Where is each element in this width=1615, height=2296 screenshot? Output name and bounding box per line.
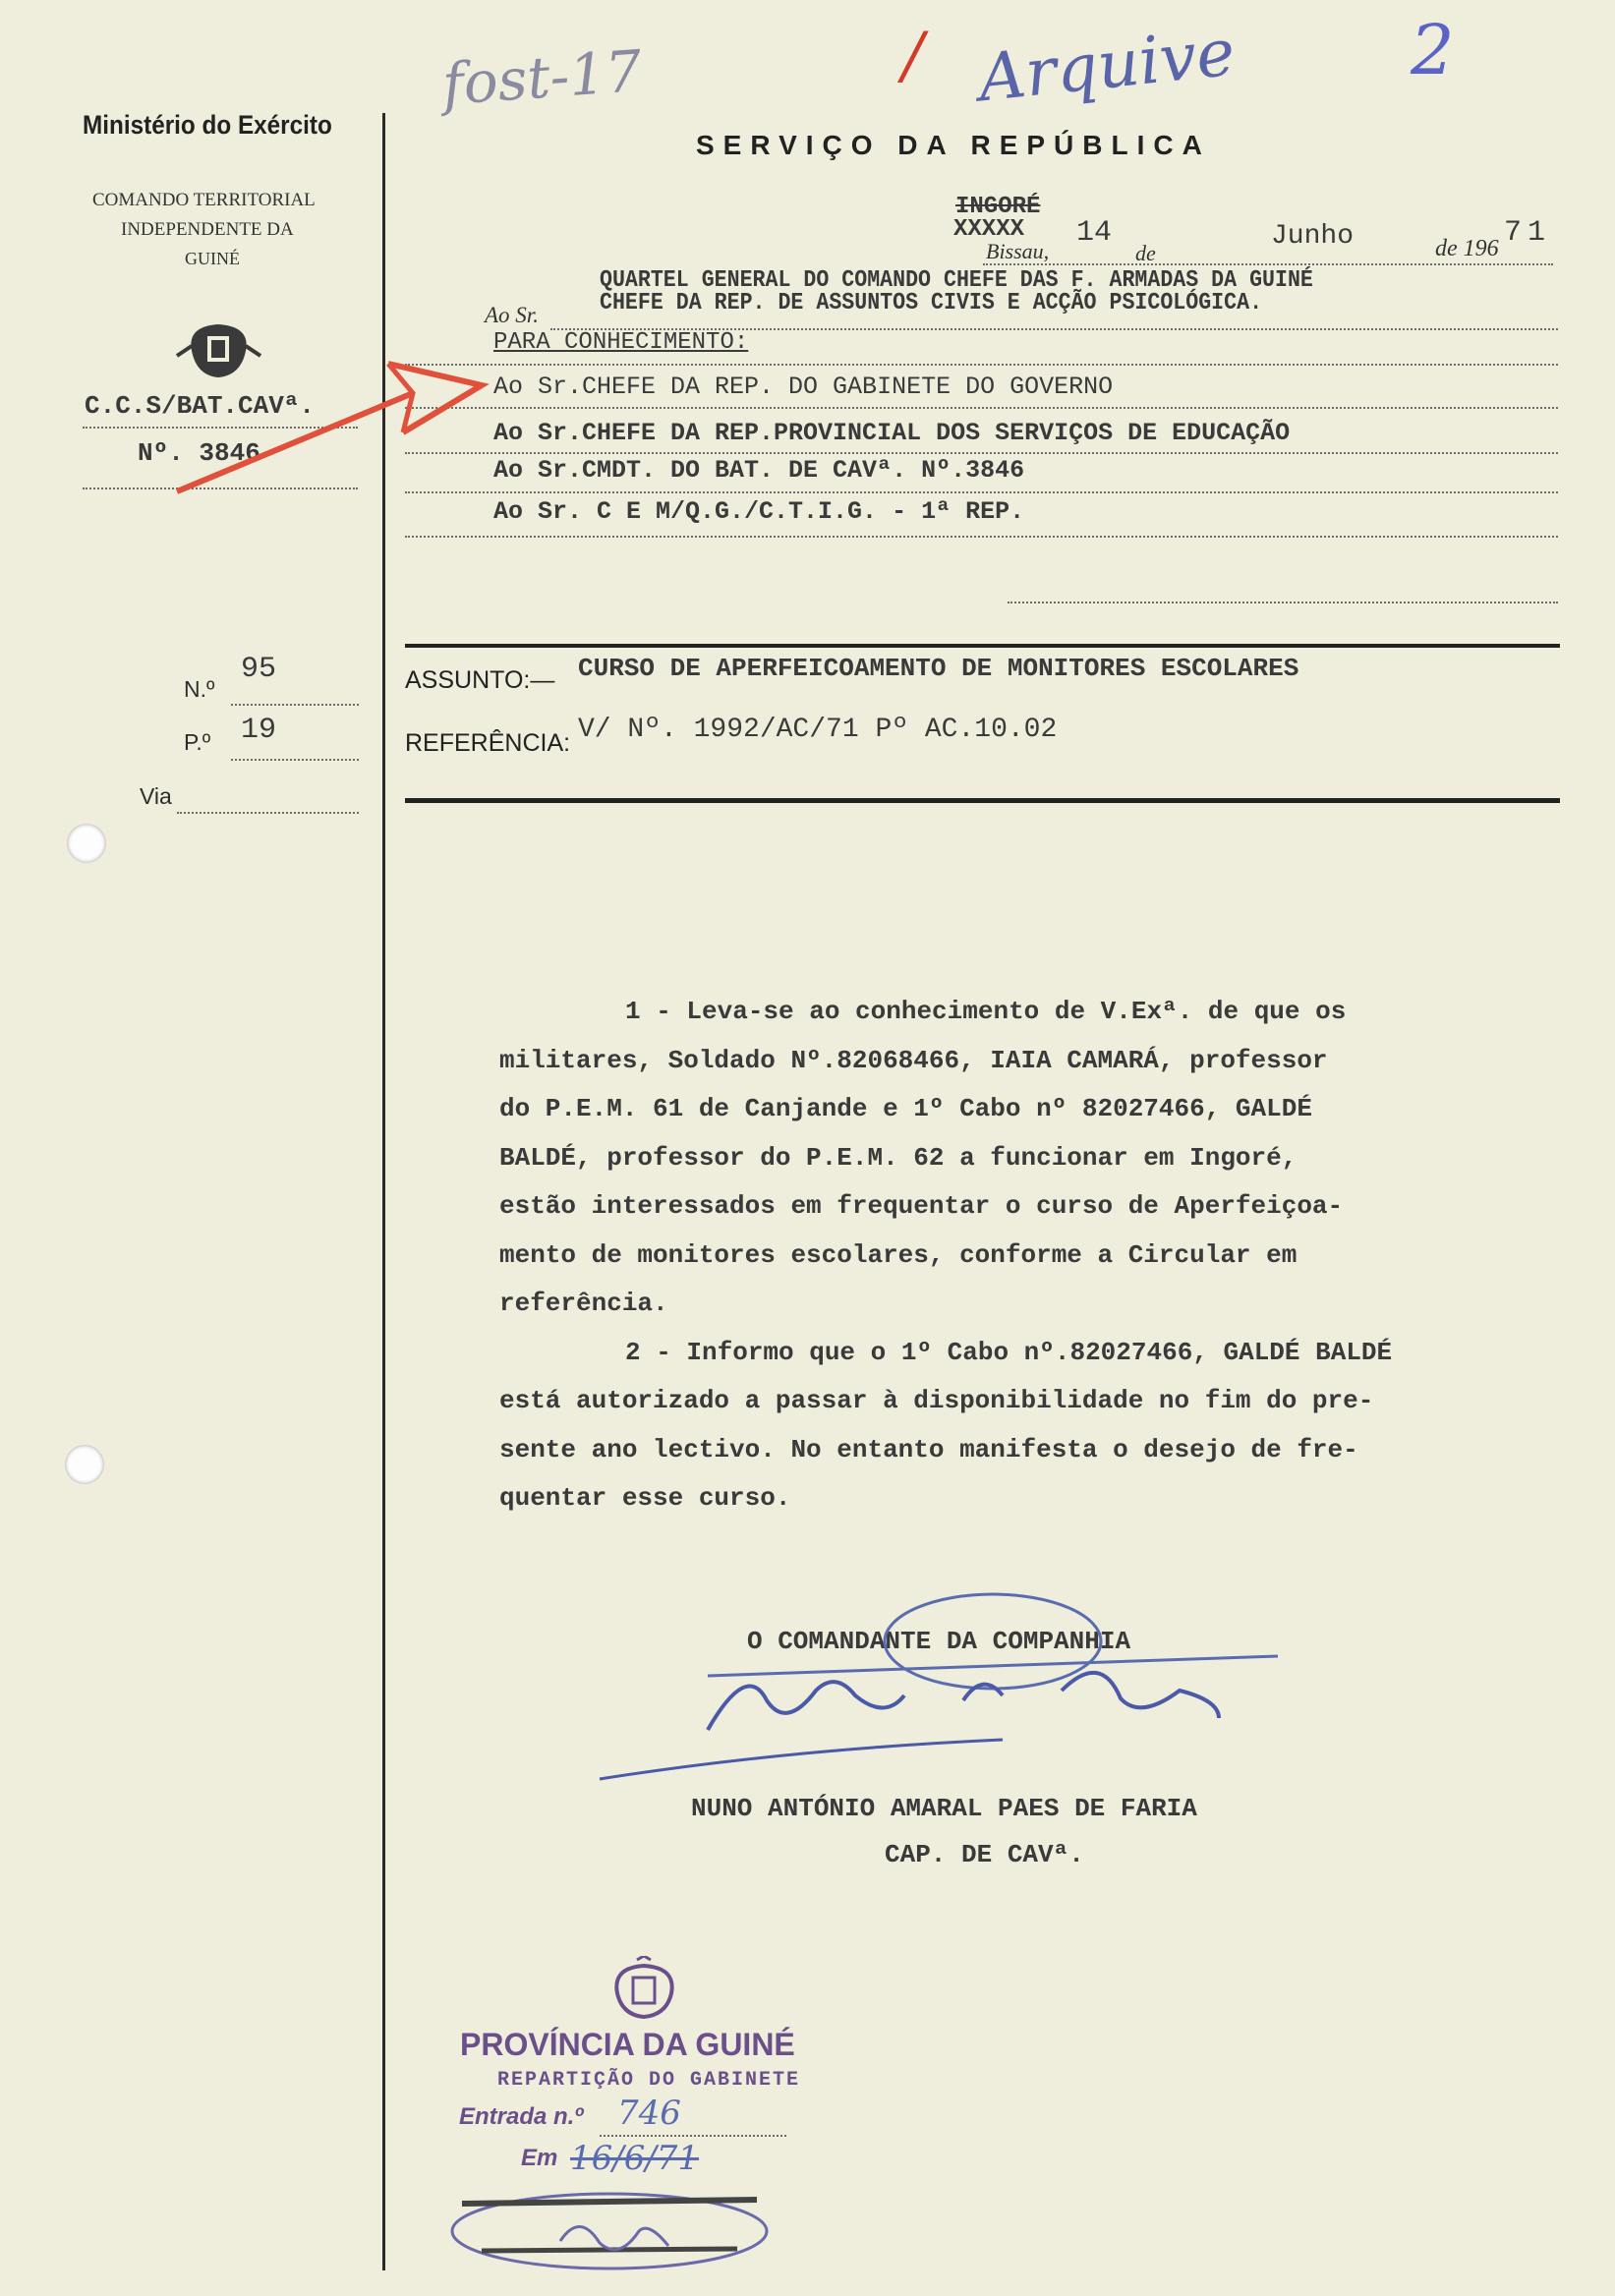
stamp-entrada-label: Entrada n.º <box>459 2103 584 2130</box>
body-line: mento de monitores escolares, conforme a Circular em <box>499 1239 1298 1270</box>
unit-number: Nº. 3846 <box>138 438 260 468</box>
para-conhecimento: PARA CONHECIMENTO: <box>493 329 749 356</box>
body-line: 2 - Informo que o 1º Cabo nº.82027466, GALDÉ BALDÉ <box>625 1337 1393 1367</box>
punch-hole-2 <box>65 1445 104 1484</box>
handwritten-corner-mark: 2 <box>1411 10 1455 90</box>
handwritten-top-note: fost-17 <box>439 37 644 118</box>
signature-rank: CAP. DE CAVª. <box>885 1840 1084 1869</box>
referencia-label: REFERÊNCIA: <box>405 729 571 757</box>
stamp-entrada-dotline <box>600 2135 786 2137</box>
command-line-3: GUINÉ <box>185 249 240 268</box>
body-line: está autorizado a passar à disponibilidade no fim do pre- <box>499 1386 1374 1415</box>
n-label: N.º <box>184 676 215 702</box>
ministry-title: Ministério do Exército <box>83 110 332 140</box>
date-day: 14 <box>1076 216 1113 250</box>
signature-title: O COMANDANTE DA COMPANHIA <box>747 1627 1131 1656</box>
stamp-title: PROVÍNCIA DA GUINÉ <box>460 2027 795 2062</box>
date-de-1: de <box>1135 241 1156 265</box>
body-text <box>499 988 1392 1523</box>
stamp-subtitle: REPARTIÇÃO DO GABINETE <box>497 2069 801 2092</box>
referencia-value: V/ Nº. 1992/AC/71 Pº AC.10.02 <box>578 715 1058 745</box>
date-year-prefix: de 196 <box>1435 236 1499 261</box>
handwritten-check-mark: / <box>902 20 924 92</box>
cc-line-4: Ao Sr. C E M/Q.G./C.T.I.G. - 1ª REP. <box>493 497 1025 526</box>
stamp-initials-scribble <box>442 2162 777 2280</box>
p-dotline <box>231 759 359 761</box>
punch-hole-1 <box>67 824 106 863</box>
recipient-dotline-5 <box>405 491 1558 493</box>
body-line: sente ano lectivo. No entanto manifesta o desejo de fre- <box>499 1434 1358 1464</box>
n-value: 95 <box>241 653 277 686</box>
cc-line-1: Ao Sr.CHEFE DA REP. DO GABINETE DO GOVERNO <box>493 373 1114 401</box>
command-line-1: COMANDO TERRITORIAL <box>92 190 316 210</box>
red-arrow-icon <box>167 354 491 501</box>
place-overstrike: XXXXX <box>953 216 1025 243</box>
recipient-line-2: CHEFE DA REP. DE ASSUNTOS CIVIS E ACÇÃO PSICOLÓGICA. <box>600 290 1263 316</box>
service-title: SERVIÇO DA REPÚBLICA <box>696 130 1211 160</box>
assunto-value: CURSO DE APERFEICOAMENTO DE MONITORES ESCOLARES <box>578 654 1299 683</box>
stamp-em-label: Em <box>521 2145 558 2171</box>
cc-line-3: Ao Sr.CMDT. DO BAT. DE CAVª. Nº.3846 <box>493 456 1025 485</box>
recipient-dotline-2 <box>405 364 1558 366</box>
rule-top <box>405 644 1560 648</box>
p-label: P.º <box>184 729 211 755</box>
body-line: militares, Soldado Nº.82068466, IAIA CAMARÁ, professor <box>499 1045 1328 1075</box>
stamp-em-value: 16/6/71 <box>570 2139 700 2178</box>
ao-sr-label: Ao Sr. <box>485 303 539 327</box>
signature-scribble <box>590 1582 1298 1799</box>
place-typed: INGORÉ <box>955 194 1041 220</box>
stamp-crest-icon <box>598 1956 691 2025</box>
body-line: BALDÉ, professor do P.E.M. 62 a funcionar em Ingoré, <box>499 1142 1298 1173</box>
body-line: 1 - Leva-se ao conhecimento de V.Exª. de que os <box>625 997 1347 1026</box>
date-dotline <box>983 263 1553 265</box>
rule-bottom <box>405 798 1560 803</box>
n-dotline <box>231 704 359 706</box>
p-value: 19 <box>241 714 277 747</box>
command-line-2: INDEPENDENTE DA <box>121 219 294 240</box>
body-line: quentar esse curso. <box>499 1483 791 1513</box>
place-printed: Bissau, <box>986 239 1050 263</box>
recipient-dotline-3 <box>405 407 1558 409</box>
via-label: Via <box>140 783 172 809</box>
body-line: estão interessados em frequentar o curso de Aperfeiçoa- <box>499 1191 1344 1221</box>
via-dotline <box>177 812 359 814</box>
cc-line-2: Ao Sr.CHEFE DA REP.PROVINCIAL DOS SERVIÇOS DE EDUCAÇÃO <box>493 419 1291 447</box>
body-line: do P.E.M. 61 de Canjande e 1º Cabo nº 82027466, GALDÉ <box>499 1094 1312 1123</box>
signature-name: NUNO ANTÓNIO AMARAL PAES DE FARIA <box>691 1794 1197 1823</box>
recipient-dotline-4 <box>405 452 1558 454</box>
recipient-dotline-6 <box>405 536 1558 538</box>
recipient-dotline-7 <box>1008 602 1558 603</box>
handwritten-arquive: Arquive <box>974 14 1239 117</box>
date-month: Junho <box>1271 221 1355 252</box>
date-year-suffix: 71 <box>1504 216 1552 250</box>
stamp-entrada-value: 746 <box>617 2094 681 2133</box>
recipient-line-1: QUARTEL GENERAL DO COMANDO CHEFE DAS F. ARMADAS DA GUINÉ <box>600 267 1313 294</box>
unit-name: C.C.S/BAT.CAVª. <box>85 391 316 421</box>
body-line: referência. <box>499 1289 668 1318</box>
assunto-label: ASSUNTO:— <box>405 666 555 694</box>
